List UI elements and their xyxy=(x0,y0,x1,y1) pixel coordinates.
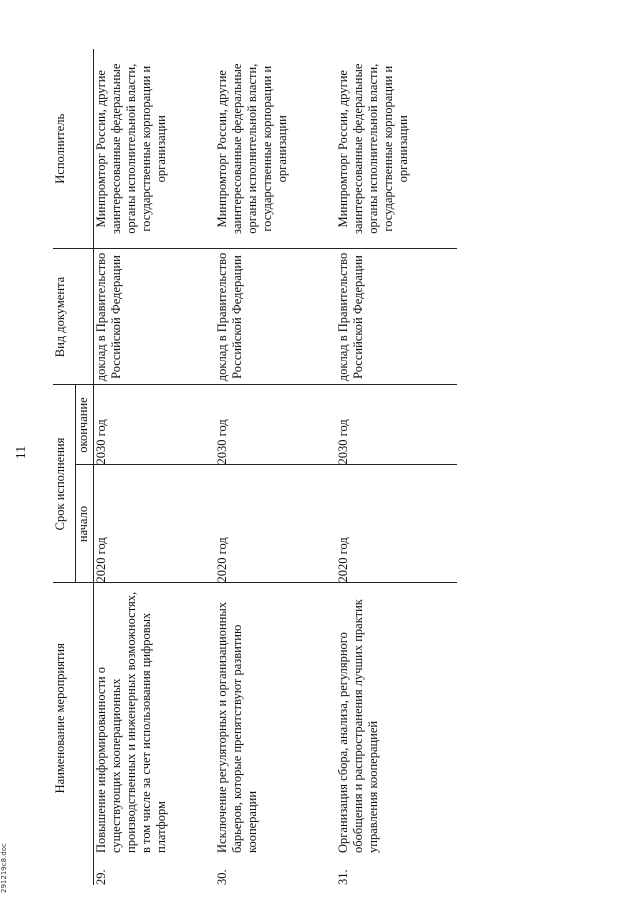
measures-table xyxy=(53,49,457,885)
document-type: доклад в Правительство Российской Федерации xyxy=(215,249,336,385)
executor: Минпромторг России, другие заинтересованные федеральные органы исполнительной власти, государственные корпорации и организации xyxy=(215,49,336,249)
document-code: 291219с8.doc xyxy=(0,843,8,893)
measure-name: Повышение информированности о существующих кооперационных производственных и инженерных возможностях, в том числе за счет использования цифровых платформ xyxy=(94,591,168,853)
table-row xyxy=(94,49,216,885)
header-name: Наименование мероприятия xyxy=(53,583,94,853)
start-term: 2020 год xyxy=(336,465,457,583)
measure-name: Исключение регуляторных и организационных барьеров, которые препятствуют развитию кооперации xyxy=(215,601,259,853)
header-start: начало xyxy=(76,465,94,583)
header-num xyxy=(53,853,94,885)
end-term: 2030 год xyxy=(336,385,457,465)
page-number: 11 xyxy=(14,445,29,460)
end-term: 2030 год xyxy=(94,385,216,465)
document-type: доклад в Правительство Российской Федерации xyxy=(94,249,216,385)
measure-name: Организация сбора, анализа, регулярного обобщения и распространения лучших практик управления кооперацией xyxy=(336,599,380,853)
header-end: окончание xyxy=(76,385,94,465)
row-number: 30. xyxy=(215,869,229,885)
header-executor: Исполнитель xyxy=(53,49,94,249)
document-type: доклад в Правительство Российской Федерации xyxy=(336,249,457,385)
row-number: 31. xyxy=(336,869,350,885)
end-term: 2030 год xyxy=(215,385,336,465)
table-row xyxy=(336,49,457,885)
header-term: Срок исполнения xyxy=(53,385,76,583)
row-number: 29. xyxy=(94,869,108,885)
start-term: 2020 год xyxy=(215,465,336,583)
header-doc-type: Вид документа xyxy=(53,249,94,385)
start-term: 2020 год xyxy=(94,465,216,583)
executor: Минпромторг России, другие заинтересованные федеральные органы исполнительной власти, государственные корпорации и организации xyxy=(336,49,457,249)
table-row xyxy=(215,49,336,885)
executor: Минпромторг России, другие заинтересованные федеральные органы исполнительной власти, государственные корпорации и организации xyxy=(94,49,216,249)
